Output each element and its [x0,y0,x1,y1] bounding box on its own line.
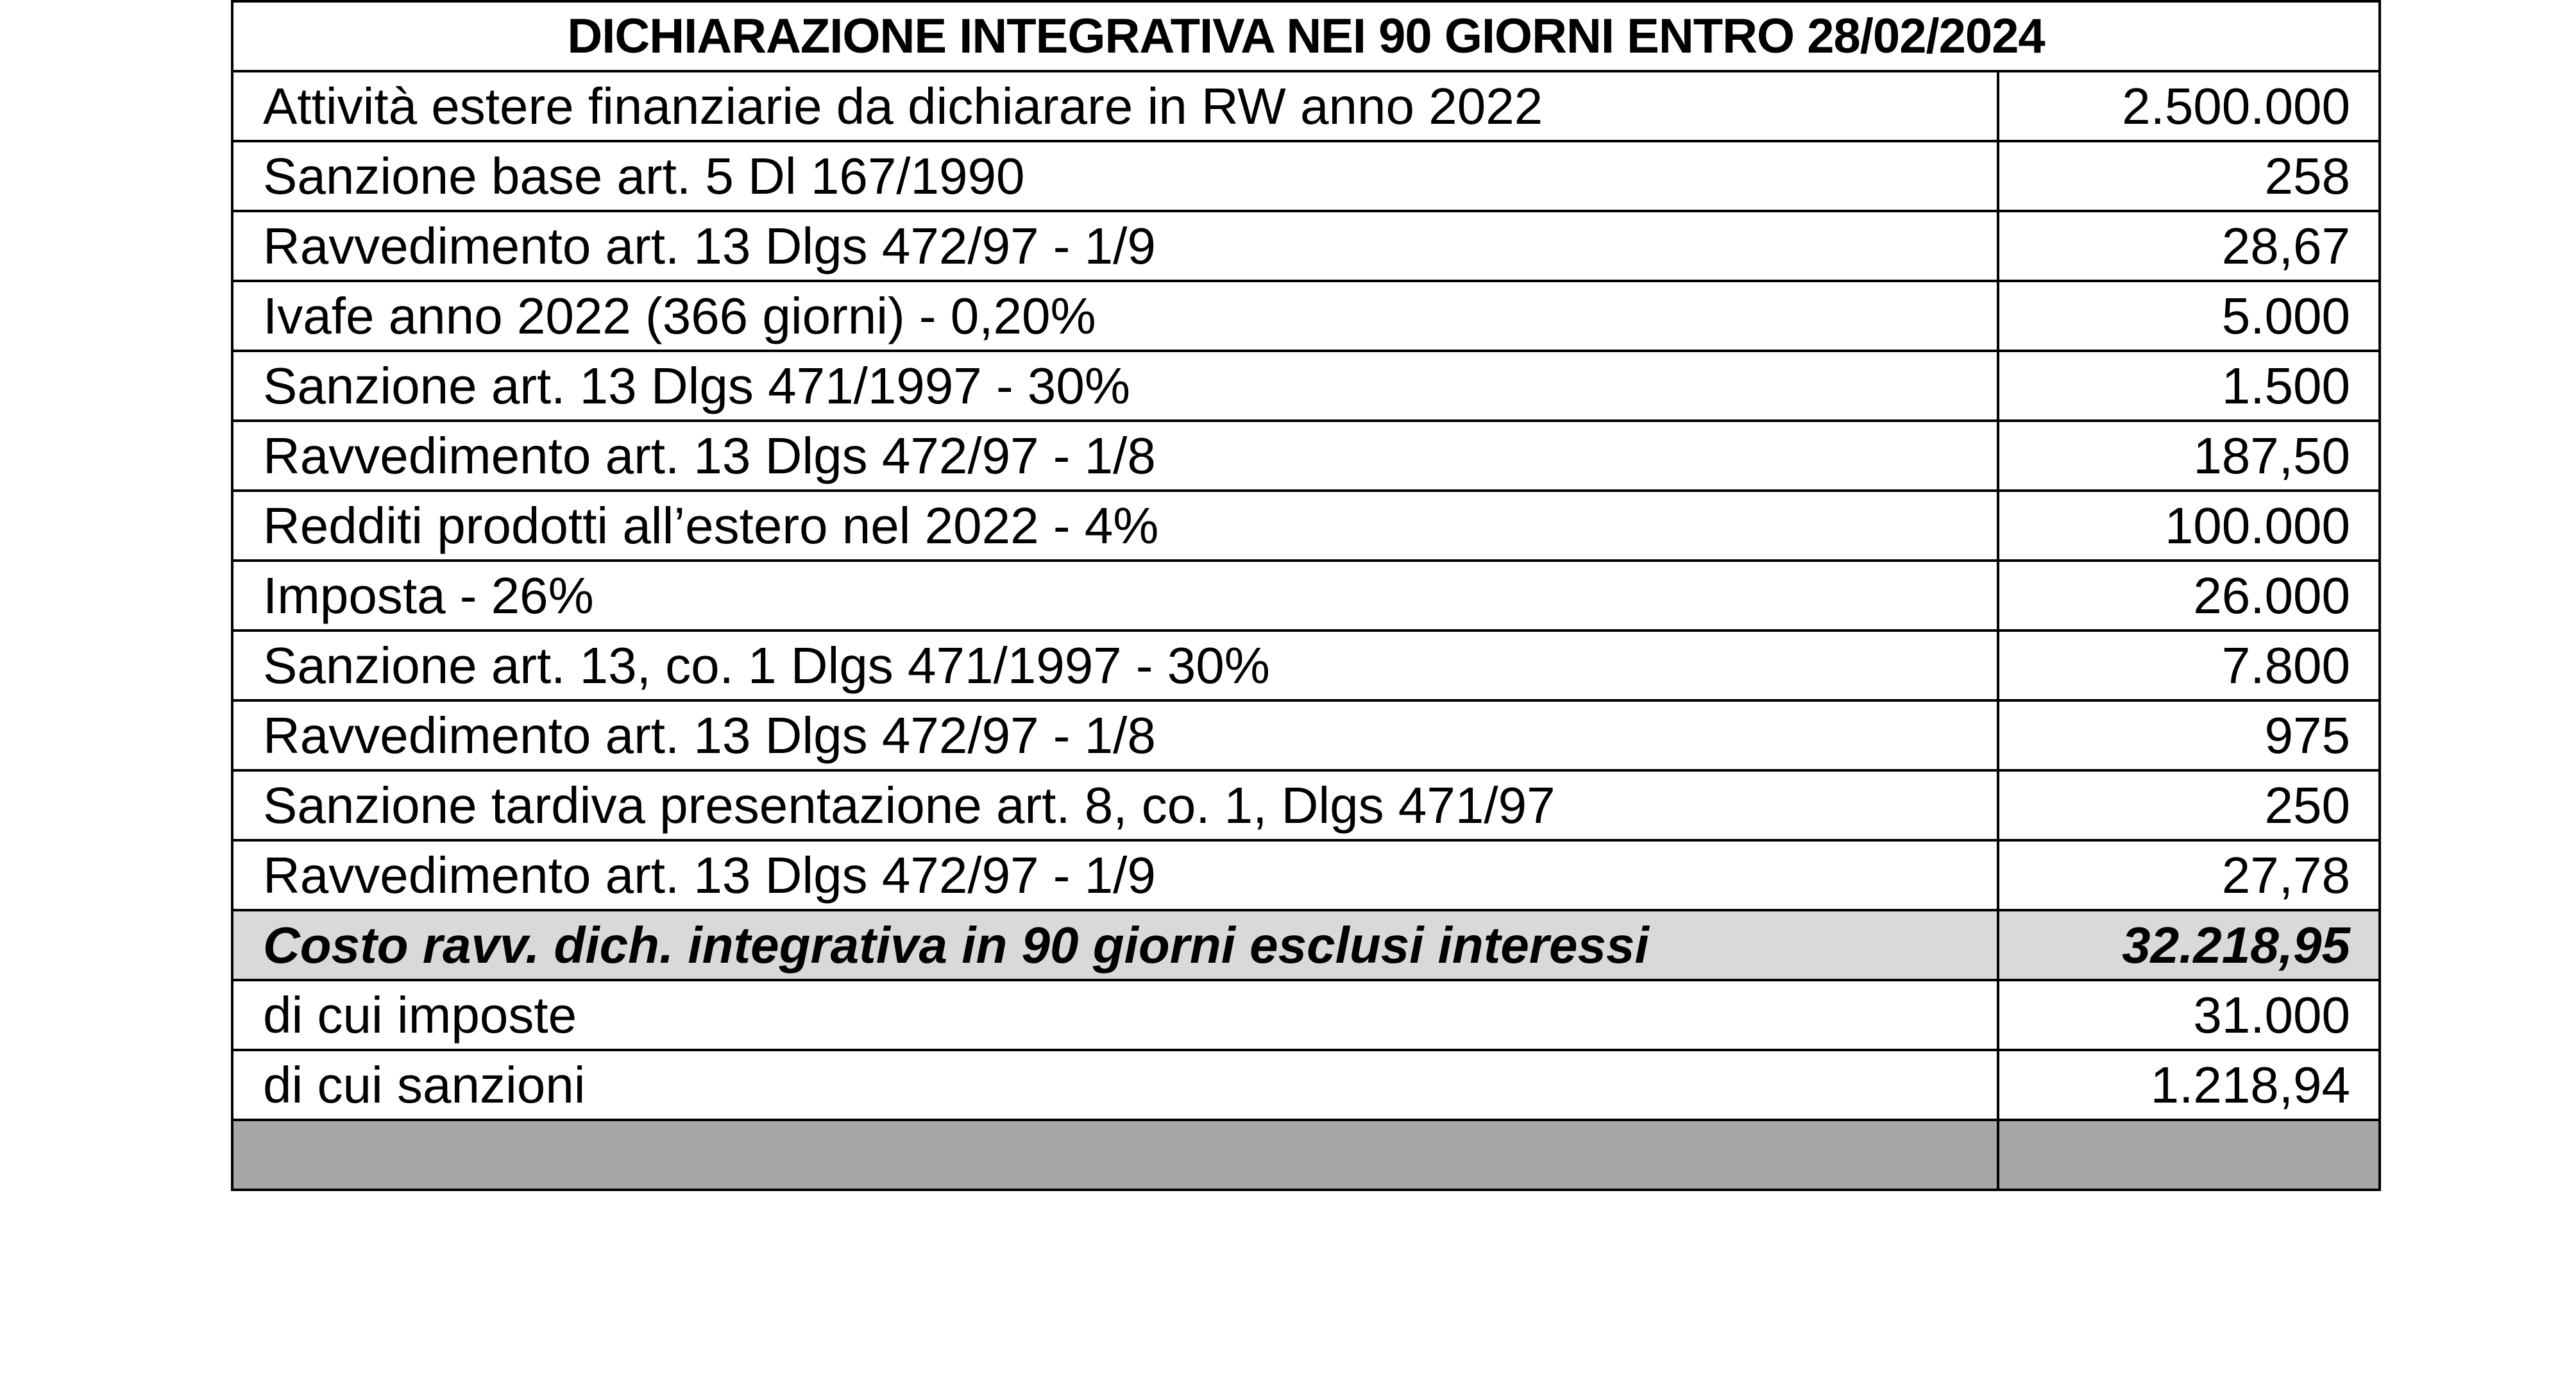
row-value: 100.000 [1998,491,2380,561]
title-row [232,1,2380,71]
breakdown-value: 31.000 [1998,980,2380,1050]
spreadsheet-area [231,0,2378,1191]
row-label: Ravvedimento art. 13 Dlgs 472/97 - 1/9 [232,840,1998,910]
breakdown-row [232,1050,2380,1120]
table-row [232,71,2380,141]
row-value: 1.500 [1998,351,2380,421]
row-value: 7.800 [1998,631,2380,700]
empty-cell [232,1120,1998,1190]
row-value: 187,50 [1998,421,2380,491]
table-row [232,211,2380,281]
empty-gray-row [232,1120,2380,1190]
row-label: Sanzione base art. 5 Dl 167/1990 [232,141,1998,211]
row-value: 26.000 [1998,561,2380,631]
row-label: Ravvedimento art. 13 Dlgs 472/97 - 1/9 [232,211,1998,281]
row-label: Redditi prodotti all’estero nel 2022 - 4% [232,491,1998,561]
row-label: Attività estere finanziarie da dichiarare in RW anno 2022 [232,71,1998,141]
row-value: 27,78 [1998,840,2380,910]
row-label: Sanzione art. 13 Dlgs 471/1997 - 30% [232,351,1998,421]
table-row [232,141,2380,211]
table-row [232,631,2380,700]
table-row [232,351,2380,421]
table-row [232,281,2380,351]
table-row [232,421,2380,491]
table-row [232,561,2380,631]
breakdown-value: 1.218,94 [1998,1050,2380,1120]
breakdown-label: di cui imposte [232,980,1998,1050]
row-value: 250 [1998,770,2380,840]
row-label: Sanzione art. 13, co. 1 Dlgs 471/1997 - 30% [232,631,1998,700]
total-row [232,910,2380,980]
row-label: Imposta - 26% [232,561,1998,631]
total-label: Costo ravv. dich. integrativa in 90 giorni esclusi interessi [232,910,1998,980]
row-label: Ravvedimento art. 13 Dlgs 472/97 - 1/8 [232,421,1998,491]
breakdown-row [232,980,2380,1050]
declaration-table [231,0,2381,1191]
breakdown-label: di cui sanzioni [232,1050,1998,1120]
table-row [232,491,2380,561]
row-value: 5.000 [1998,281,2380,351]
total-value: 32.218,95 [1998,910,2380,980]
row-value: 28,67 [1998,211,2380,281]
row-value: 2.500.000 [1998,71,2380,141]
row-value: 258 [1998,141,2380,211]
row-label: Ivafe anno 2022 (366 giorni) - 0,20% [232,281,1998,351]
empty-cell [1998,1120,2380,1190]
table-row [232,840,2380,910]
row-label: Sanzione tardiva presentazione art. 8, co. 1, Dlgs 471/97 [232,770,1998,840]
row-label: Ravvedimento art. 13 Dlgs 472/97 - 1/8 [232,700,1998,770]
table-row [232,700,2380,770]
table-row [232,770,2380,840]
table-title: DICHIARAZIONE INTEGRATIVA NEI 90 GIORNI ENTRO 28/02/2024 [232,1,2380,71]
row-value: 975 [1998,700,2380,770]
